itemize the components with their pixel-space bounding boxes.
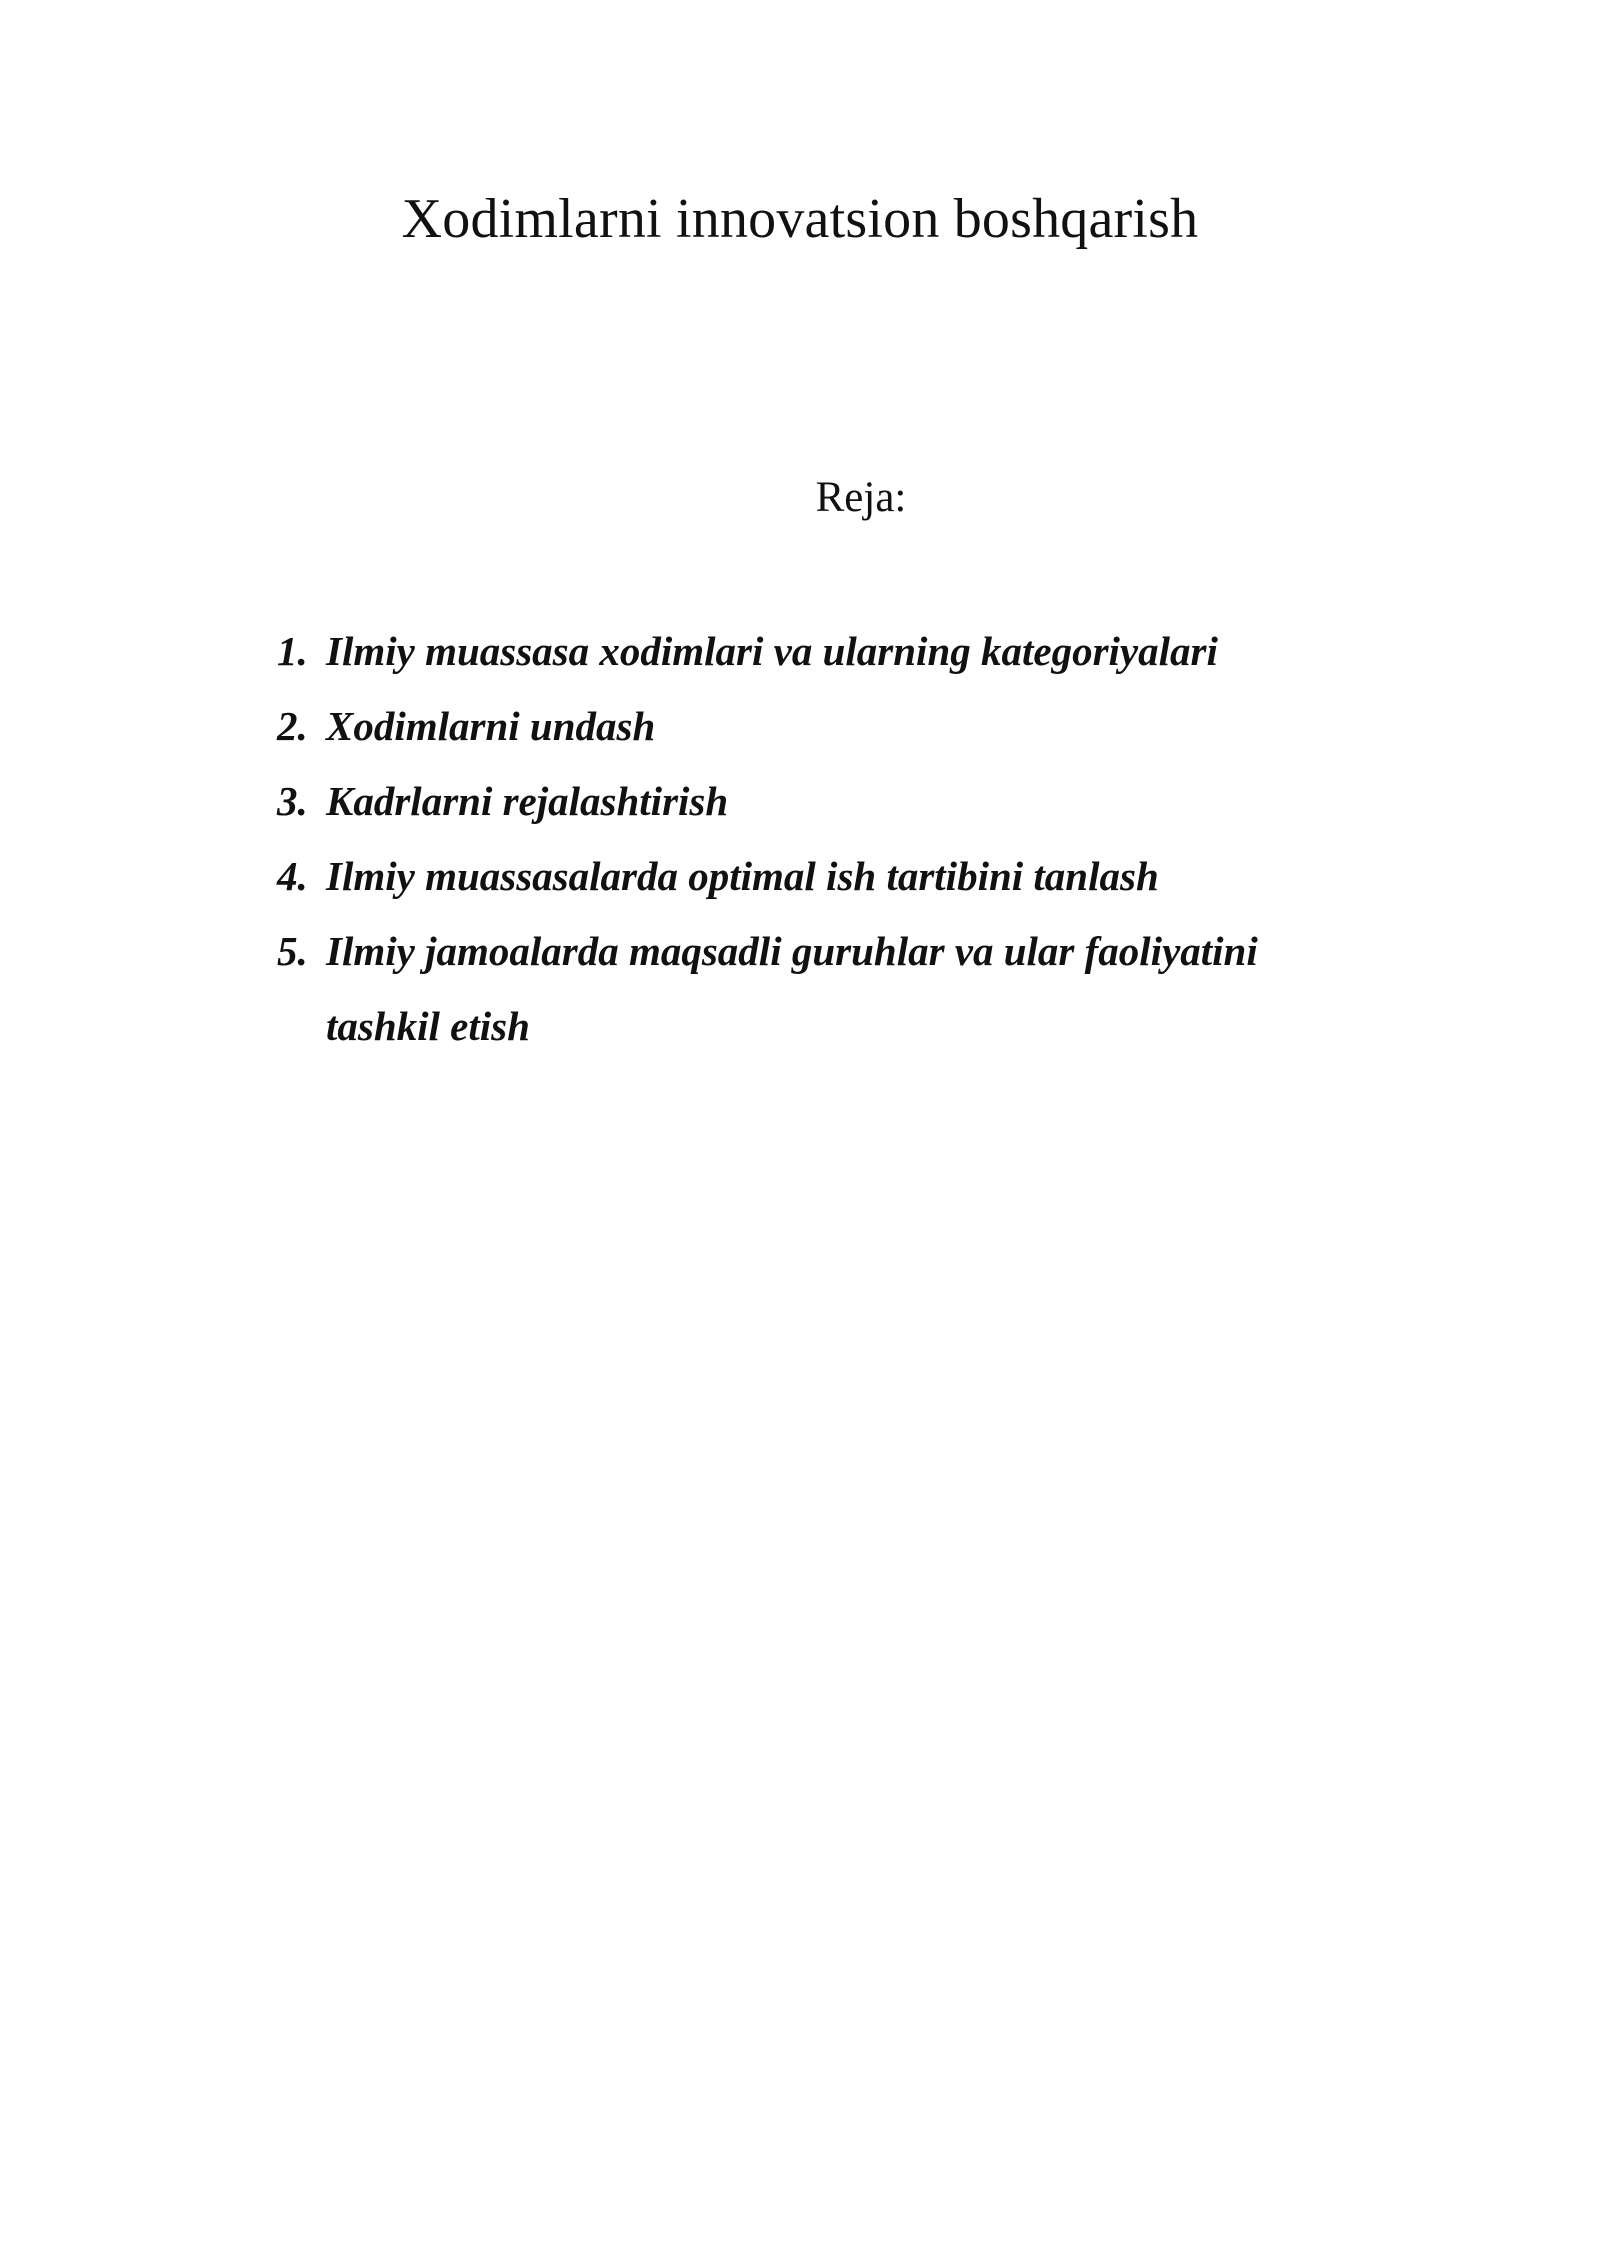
document-title: Xodimlarni innovatsion boshqarish — [401, 187, 1199, 250]
plan-item-number: 1. — [277, 628, 308, 674]
plan-item-number: 2. — [277, 703, 308, 749]
plan-item-text: Ilmiy muassasalarda optimal ish tartibini tanlash — [326, 853, 1159, 899]
plan-item-1 — [277, 614, 1377, 689]
plan-item-text: Ilmiy muassasa xodimlari va ularning kategoriyalari — [326, 628, 1218, 674]
plan-item-3 — [277, 764, 1377, 839]
plan-heading: Reja: — [815, 474, 907, 521]
plan-item-5 — [277, 914, 1377, 1064]
plan-item-text: Ilmiy jamoalarda maqsadli guruhlar va ular faoliyatini tashkil etish — [326, 928, 1258, 1049]
plan-list — [277, 614, 1377, 1064]
plan-item-text: Kadrlarni rejalashtirish — [326, 778, 729, 824]
plan-item-number: 3. — [277, 778, 308, 824]
plan-item-text: Xodimlarni undash — [326, 703, 656, 749]
plan-item-4 — [277, 839, 1377, 914]
plan-item-number: 5. — [277, 928, 308, 974]
plan-item-number: 4. — [277, 853, 308, 899]
plan-item-2 — [277, 689, 1377, 764]
